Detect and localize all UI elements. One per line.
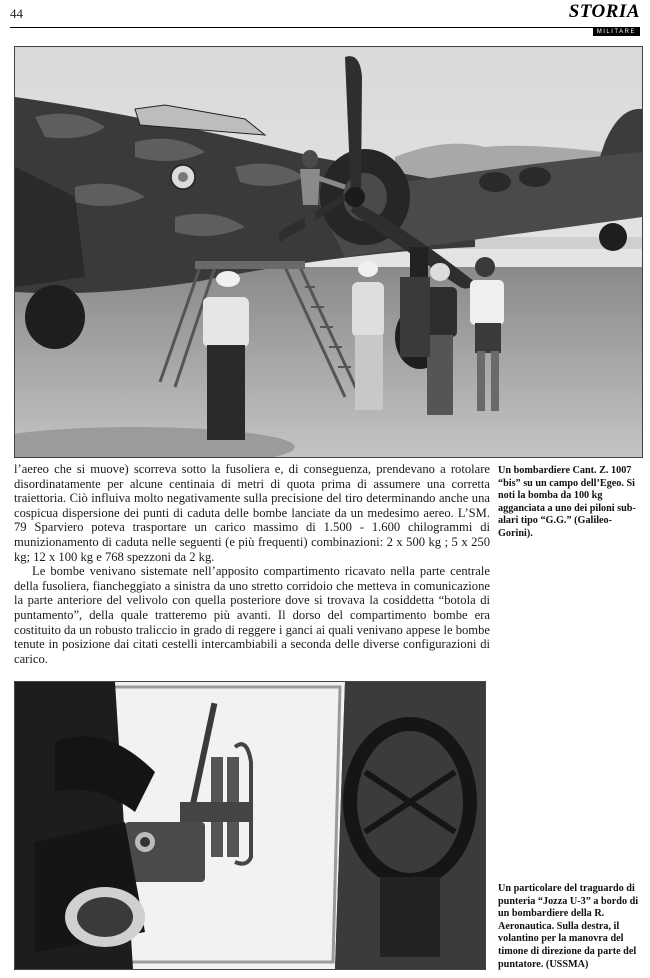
logo-title: STORIA [568,1,640,22]
photo-caption-top: Un bombardiere Cant. Z. 1007 “bis” su un campo dell’Egeo. Si noti la bomba da 100 kg agganciata a uno dei piloni sub-alari tipo “G.G.” (Galileo-Gorini). [498,465,636,539]
page-number: 44 [10,6,23,21]
paragraph: Le bombe venivano sistemate nell’apposito compartimento ricavato nella parte centrale della fusoliera, fiancheggiato a sinistra da uno stretto corridoio che metteva in comunicazione la parte anteriore del velivolo con quella posteriore dove si trovava la cosiddetta “botola di puntamento”, della quale tratteremo più avanti. Il dorso del compartimento bombe era costituito da un robusto traliccio in grado di reggere i ganci ai quali venivano appese le bombe tenute in posizione dai citati cestelli intercambiabili a seconda delle diverse configurazioni di carico. [14,564,490,666]
magazine-logo [569,2,640,37]
bomber-airfield-photo [14,46,643,458]
bombsight-photo [14,681,486,970]
paragraph: l’aereo che si muove) scorreva sotto la fusoliera e, di conseguenza, prendevano a rotolare disordinatamente per alcune centinaia di metri di quota prima di assumere una corretta traiettoria. Ciò influiva molto negativamente sulla precisione del tiro determinando anche una cospicua dispersione dei punti di caduta delle bombe lanciate da un medesimo aereo. L’SM. 79 Sparviero poteva trasportare un carico massimo di 1.500 - 1.600 chilogrammi di munizionamento di caduta nelle seguenti (e più frequenti) combinazioni: 2 x 500 kg ; 5 x 250 kg; 12 x 100 kg e 768 spezzoni da 2 kg. [14,462,490,564]
photo-caption-bottom: Un particolare del traguardo di punteria “Jozza U-3” a bordo di un bombardiere della R. Aeronautica. Sulla destra, il volantino per la manovra del timone di direzione da parte del puntatore. (USSMA) [498,883,639,970]
logo-subtitle: MILITARE [593,28,640,36]
article-body [14,462,490,666]
header-divider [10,27,640,28]
